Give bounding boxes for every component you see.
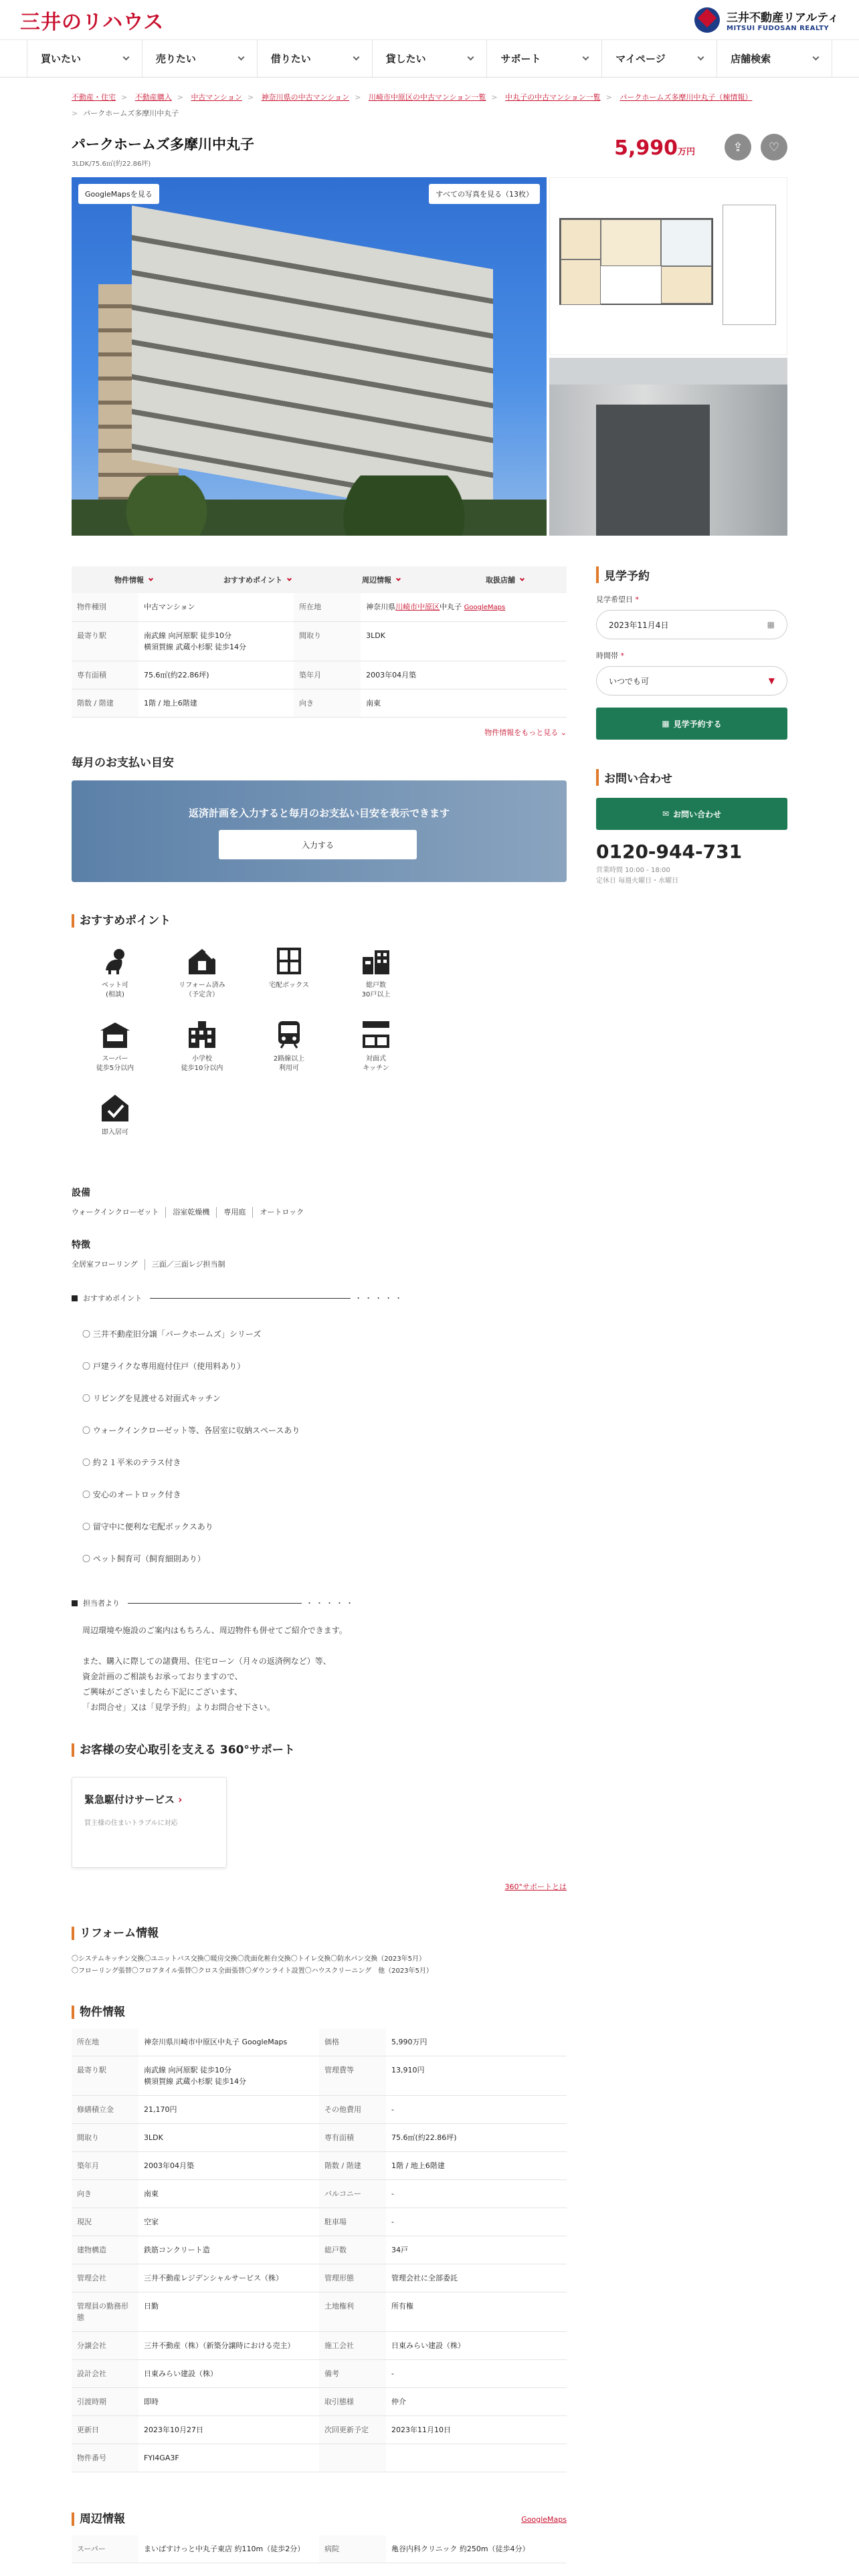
time-label: 時間帯 xyxy=(596,651,618,660)
summary-table xyxy=(72,593,567,718)
recommend-subheading: おすすめポイント ・・・・・ xyxy=(72,1293,567,1303)
label: 現況 xyxy=(72,2208,138,2236)
value: 1階 / 地上6階建 xyxy=(138,689,294,718)
breadcrumb-link[interactable]: 不動産・住宅 xyxy=(72,93,116,102)
station-value xyxy=(138,622,294,661)
list-item: 〇 安心のオートロック付き xyxy=(82,1490,181,1499)
feature-label: （予定含） xyxy=(185,991,219,998)
value: 2003年04月築 xyxy=(361,661,567,689)
tab-label: おすすめポイント xyxy=(223,576,283,584)
payment-input-button[interactable]: 入力する xyxy=(219,830,417,859)
label: 専有面積 xyxy=(319,2124,386,2152)
chevron-down-icon xyxy=(698,54,704,61)
label: 最寄り駅 xyxy=(72,2056,138,2096)
list-item: 〇 留守中に便利な宅配ボックスあり xyxy=(82,1522,213,1531)
phone-number[interactable]: 0120-944-731 xyxy=(596,841,743,863)
table-row xyxy=(72,2056,567,2096)
value: 亀谷内科クリニック 約250m（徒歩4分） xyxy=(386,2535,567,2563)
feature-label: 2路線以上 xyxy=(273,1055,305,1063)
breadcrumb-link[interactable]: 神奈川県の中古マンション xyxy=(261,93,350,102)
value: 34戸 xyxy=(386,2236,567,2264)
chevron-down-icon xyxy=(468,54,474,61)
book-visit-button[interactable] xyxy=(596,708,787,740)
share-button[interactable] xyxy=(725,134,751,160)
photo-gallery xyxy=(72,177,787,536)
feature-label: ペット可 xyxy=(102,982,128,989)
label: 備考 xyxy=(319,2360,386,2388)
chevron-down-icon xyxy=(813,54,820,61)
required-mark: * xyxy=(635,595,639,604)
feature-item xyxy=(332,1018,419,1092)
label: 土地権利 xyxy=(319,2292,386,2332)
value: 日東みらい建設（株） xyxy=(386,2332,567,2360)
calendar-icon: ▦ xyxy=(767,620,775,629)
feature-label: (相談) xyxy=(106,991,124,998)
label: 間取り xyxy=(294,622,361,661)
list-item: 〇 戸建ライクな専用庭付住戸（使用料あり） xyxy=(82,1362,246,1371)
tab-label: 周辺情報 xyxy=(362,576,391,584)
value: 75.6㎡(約22.86坪) xyxy=(386,2124,567,2152)
room xyxy=(561,219,601,259)
button-label: 見学予約する xyxy=(673,719,722,729)
feature-item xyxy=(332,945,419,1018)
value: 中古マンション xyxy=(138,593,294,622)
price-value: 5,990 xyxy=(614,136,678,160)
feature-item xyxy=(72,1018,159,1092)
chevron-down-icon xyxy=(520,576,524,581)
square-bullet-icon xyxy=(72,1295,78,1301)
booking-heading: 見学予約 xyxy=(596,566,787,583)
shrubs xyxy=(72,475,547,536)
floorplan-drawing xyxy=(559,218,713,305)
address-pref: 神奈川県 xyxy=(366,603,396,611)
value: 南東 xyxy=(138,2180,319,2208)
feature-label: 総戸数 xyxy=(366,982,386,989)
label: 修繕積立金 xyxy=(72,2096,138,2124)
move-in-icon xyxy=(99,1092,131,1124)
global-nav xyxy=(0,40,859,78)
equipment-list xyxy=(72,1207,567,1218)
value: 75.6㎡(約22.86坪) xyxy=(138,661,294,689)
table-row xyxy=(72,2360,567,2388)
favorite-button[interactable] xyxy=(761,134,787,160)
label: 専有面積 xyxy=(72,661,138,689)
mitsui-mark-icon xyxy=(694,7,720,33)
label: 物件種別 xyxy=(72,593,138,622)
table-row xyxy=(72,2388,567,2416)
nav-label: マイページ xyxy=(615,53,666,65)
reform-heading: リフォーム情報 xyxy=(72,1927,567,1940)
equipment-item: 浴室乾燥機 xyxy=(166,1207,217,1218)
table-row xyxy=(72,2028,567,2056)
value: - xyxy=(386,2208,567,2236)
kitchen-icon xyxy=(360,1018,392,1051)
value: まいばすけっと中丸子東店 約110m（徒歩2分） xyxy=(138,2535,319,2563)
property-price xyxy=(614,136,695,160)
building-icon xyxy=(360,945,392,977)
label: 築年月 xyxy=(72,2152,138,2180)
supermarket-icon xyxy=(99,1018,131,1051)
site-header xyxy=(0,0,859,40)
support-heading: お客様の安心取引を支える 360°サポート xyxy=(72,1743,567,1757)
payment-heading: 毎月のお支払い目安 xyxy=(72,756,174,770)
nav-label: 買いたい xyxy=(41,53,82,65)
details-heading: 物件情報 xyxy=(72,2006,787,2019)
comment-line: 「お問合せ」又は「見学予約」よりお問合せ下さい。 xyxy=(82,1703,276,1712)
comment-line: 周辺環境や施設のご案内はもちろん、周辺物件も併せてご紹介できます。 xyxy=(82,1626,347,1635)
comment-line: ご興味がございましたら下記にございます、 xyxy=(82,1687,243,1697)
feature-icons xyxy=(72,945,446,1166)
card-title: 緊急駆付けサービス xyxy=(84,1794,175,1806)
label: 向き xyxy=(72,2180,138,2208)
chevron-down-icon xyxy=(122,54,129,61)
button-label: お問い合わせ xyxy=(673,809,722,819)
section-tabs xyxy=(72,566,567,593)
support360-link[interactable]: 360°サポートとは xyxy=(504,1883,567,1891)
nav-lend[interactable] xyxy=(372,40,487,77)
holiday-line: 定休日 毎週火曜日・水曜日 xyxy=(596,877,679,885)
table-row xyxy=(72,689,567,718)
chevron-down-icon: ⌄ xyxy=(560,728,567,737)
nav-buy[interactable] xyxy=(27,40,142,77)
chevron-down-icon xyxy=(287,576,292,581)
table-row xyxy=(72,2264,567,2292)
label: 施工会社 xyxy=(319,2332,386,2360)
property-subtitle: 3LDK/75.6㎡(約22.86坪) xyxy=(72,160,151,168)
nav-store-search[interactable] xyxy=(717,40,832,77)
surroundings-table xyxy=(72,2535,567,2563)
value: 管理会社に全部委託 xyxy=(386,2264,567,2292)
hours-line: 営業時間 10:00 - 18:00 xyxy=(596,867,670,874)
value: 日東みらい建設（株） xyxy=(138,2360,319,2388)
terrace-drawing xyxy=(723,205,776,325)
corp-name-en: MITSUI FUDOSAN REALTY xyxy=(727,24,830,32)
table-row xyxy=(72,2292,567,2332)
corp-name: 三井不動産リアルティ xyxy=(727,11,839,25)
floorplan-photo[interactable] xyxy=(549,177,787,355)
googlemaps-button[interactable]: GoogleMapsを見る xyxy=(78,184,159,204)
reform-line: 〇フローリング張替〇フロアタイル張替〇クロス全面張替〇ダウンライト設置〇ハウスクリーニング 他（2023年5月） xyxy=(72,1967,433,1975)
label: スーパー xyxy=(72,2535,138,2563)
delivery-box-icon xyxy=(273,945,305,977)
tab-property-info[interactable] xyxy=(72,566,195,593)
nav-sell[interactable] xyxy=(142,40,257,77)
more-info-link[interactable] xyxy=(72,727,567,738)
feature-item xyxy=(246,1018,332,1092)
address-city-link[interactable]: 川崎市中原区 xyxy=(395,603,440,611)
value: 3LDK xyxy=(138,2124,319,2152)
address-town: 中丸子 xyxy=(440,603,462,611)
surroundings-heading: 周辺情報 xyxy=(72,2512,125,2526)
entrance-photo[interactable] xyxy=(549,358,787,536)
label: その他費用 xyxy=(319,2096,386,2124)
value: 仲介 xyxy=(386,2388,567,2416)
breadcrumb-link[interactable]: 川崎市中原区の中古マンション一覧 xyxy=(368,93,486,102)
nav-mypage[interactable] xyxy=(601,40,717,77)
special-list xyxy=(72,1259,567,1270)
breadcrumb-link[interactable]: 中丸子の中古マンション一覧 xyxy=(505,93,601,102)
staff-title: 担当者より xyxy=(83,1599,120,1608)
time-value: いつでも可 xyxy=(609,676,650,686)
label: 所在地 xyxy=(72,2028,138,2056)
label: 引渡時期 xyxy=(72,2388,138,2416)
room xyxy=(661,266,712,304)
payment-simulator xyxy=(72,780,567,882)
googlemaps-link[interactable]: GoogleMaps xyxy=(521,2514,567,2524)
chevron-down-icon xyxy=(149,576,153,581)
value: 21,170円 xyxy=(138,2096,319,2124)
table-row xyxy=(72,593,567,622)
value: 2023年10月27日 xyxy=(138,2416,319,2444)
chevron-down-icon xyxy=(583,54,589,61)
chevron-down-icon xyxy=(237,54,244,61)
nav-label: 借りたい xyxy=(270,53,311,65)
contact-heading: お問い合わせ xyxy=(596,769,787,786)
breadcrumb-link[interactable]: 中古マンション xyxy=(191,93,242,102)
value: 13,910円 xyxy=(386,2056,567,2096)
equipment-item: 専用庭 xyxy=(217,1207,253,1218)
sidebar xyxy=(596,566,787,1977)
table-row xyxy=(72,2208,567,2236)
list-item: 〇 ペット飼育可（飼育細則あり） xyxy=(82,1554,205,1564)
feature-label: リフォーム済み xyxy=(179,982,225,989)
feature-label: キッチン xyxy=(363,1065,389,1072)
main-photo[interactable] xyxy=(72,177,547,536)
card-desc: 買主様の住まいトラブルに対応 xyxy=(84,1820,178,1827)
label: 管理形態 xyxy=(319,2264,386,2292)
googlemaps-link[interactable]: GoogleMaps xyxy=(464,604,506,611)
calendar-icon: ▦ xyxy=(662,719,670,728)
nav-label: サポート xyxy=(500,53,541,65)
contact-button[interactable] xyxy=(596,798,787,830)
label: 分譲会社 xyxy=(72,2332,138,2360)
label: 建物構造 xyxy=(72,2236,138,2264)
feature-label: 対面式 xyxy=(366,1055,386,1063)
table-row xyxy=(72,2444,567,2472)
table-row xyxy=(72,2096,567,2124)
value xyxy=(386,2444,567,2472)
label: 管理費等 xyxy=(319,2056,386,2096)
tab-label: 物件情報 xyxy=(114,576,144,584)
reform-details xyxy=(72,1953,567,1977)
equipment-heading: 設備 xyxy=(72,1188,90,1198)
staff-comment xyxy=(72,1623,567,1715)
breadcrumb-link[interactable]: パークホームズ多摩川中丸子（棟情報） xyxy=(619,93,753,102)
date-input[interactable] xyxy=(596,610,787,639)
list-item: 〇 約２１平米のテラス付き xyxy=(82,1458,181,1467)
recommend-title: おすすめポイント xyxy=(83,1294,142,1303)
table-row xyxy=(72,2236,567,2264)
label: 間取り xyxy=(72,2124,138,2152)
value: 3LDK xyxy=(361,622,567,661)
value: 南武線 向河原駅 徒歩10分 横須賀線 武蔵小杉駅 徒歩14分 xyxy=(138,2056,319,2096)
label: 物件番号 xyxy=(72,2444,138,2472)
points-heading: おすすめポイント xyxy=(72,914,567,928)
value: 2023年11月10日 xyxy=(386,2416,567,2444)
label: 総戸数 xyxy=(319,2236,386,2264)
label: 更新日 xyxy=(72,2416,138,2444)
label xyxy=(319,2444,386,2472)
address-value xyxy=(361,593,567,622)
special-heading: 特徴 xyxy=(72,1240,90,1251)
label: 築年月 xyxy=(294,661,361,689)
list-item: 〇 三井不動産旧分譲「パークホームズ」シリーズ xyxy=(82,1329,262,1339)
date-value: 2023年11月4日 xyxy=(609,620,669,630)
label: 次回更新予定 xyxy=(319,2416,386,2444)
tab-recommend[interactable] xyxy=(195,566,319,593)
heart-icon: ♡ xyxy=(768,140,780,154)
value: 南東 xyxy=(361,689,567,718)
tab-label: 取扱店舗 xyxy=(486,576,515,584)
station-line: 南武線 向河原駅 徒歩10分 xyxy=(144,631,231,640)
feature-label: 徒歩5分以内 xyxy=(96,1065,134,1072)
feature-item xyxy=(246,945,332,1018)
station-line: 横須賀線 武蔵小杉駅 徒歩14分 xyxy=(144,643,246,651)
table-row xyxy=(72,622,567,661)
recommend-list xyxy=(72,1318,567,1575)
value: FYI4GA3F xyxy=(138,2444,319,2472)
label: 取引態様 xyxy=(319,2388,386,2416)
feature-label: スーパー xyxy=(102,1055,128,1063)
chevron-right-icon: › xyxy=(178,1794,183,1806)
nav-rent[interactable] xyxy=(257,40,372,77)
feature-item xyxy=(159,945,246,1018)
label: 階数 / 階建 xyxy=(319,2152,386,2180)
pet-icon xyxy=(99,945,131,977)
feature-item xyxy=(159,1018,246,1092)
value: - xyxy=(386,2360,567,2388)
business-hours xyxy=(596,865,787,887)
breadcrumb: 不動産・住宅 > 不動産購入 > 中古マンション > 神奈川県の中古マンション > 川崎市中原区の中古マンション一覧 > 中丸子の中古マンション一覧 > パークホームズ多摩川中丸子（棟情報） > パークホームズ多摩川中丸子 xyxy=(72,93,753,118)
table-row xyxy=(72,2332,567,2360)
label: 設計会社 xyxy=(72,2360,138,2388)
more-info-label: 物件情報をもっと見る xyxy=(484,728,559,737)
dropdown-arrow-icon: ▼ xyxy=(768,676,775,685)
nav-label: 売りたい xyxy=(155,53,196,65)
list-item: 〇 リビングを見渡せる対面式キッチン xyxy=(82,1394,221,1403)
table-row xyxy=(72,2152,567,2180)
school-icon xyxy=(186,1018,218,1051)
value: 2003年04月築 xyxy=(138,2152,319,2180)
breadcrumb-current: パークホームズ多摩川中丸子 xyxy=(83,109,179,118)
feature-item xyxy=(72,1092,159,1166)
label: 駐車場 xyxy=(319,2208,386,2236)
comment-line: また、購入に際しての諸費用、住宅ローン（月々の返済例など）等、 xyxy=(82,1656,331,1666)
value: - xyxy=(386,2096,567,2124)
room xyxy=(601,219,661,266)
nav-support[interactable] xyxy=(486,40,601,77)
tab-store[interactable] xyxy=(443,566,567,593)
value: 空家 xyxy=(138,2208,319,2236)
label: 階数 / 階建 xyxy=(72,689,138,718)
table-row xyxy=(72,2180,567,2208)
label: 向き xyxy=(294,689,361,718)
rehouse-logo[interactable]: 三井のリハウス xyxy=(20,10,165,34)
all-photos-button[interactable]: すべての写真を見る（13枚） xyxy=(429,184,540,204)
label: 管理会社 xyxy=(72,2264,138,2292)
value: 即時 xyxy=(138,2388,319,2416)
value: 1階 / 地上6階建 xyxy=(386,2152,567,2180)
table-row xyxy=(72,2124,567,2152)
nav-label: 貸したい xyxy=(385,53,426,65)
label: 最寄り駅 xyxy=(72,622,138,661)
tab-surroundings[interactable] xyxy=(319,566,443,593)
feature-label: 利用可 xyxy=(279,1065,299,1072)
special-item: 全居室フローリング xyxy=(72,1259,145,1270)
train-icon xyxy=(273,1018,305,1051)
value: 日勤 xyxy=(138,2292,319,2332)
room xyxy=(561,259,601,305)
value: 5,990万円 xyxy=(386,2028,567,2056)
feature-label: 徒歩10分以内 xyxy=(181,1065,223,1072)
feature-label: 即入居可 xyxy=(102,1129,128,1136)
comment-line: 資金計画のご相談もお承っておりますので、 xyxy=(82,1672,243,1681)
value: 鉄筋コンクリート造 xyxy=(138,2236,319,2264)
label: 病院 xyxy=(319,2535,386,2563)
nav-label: 店舗検索 xyxy=(731,53,771,65)
equipment-item: ウォークインクローゼット xyxy=(72,1207,166,1218)
equipment-item: オートロック xyxy=(260,1208,304,1216)
value: 三井不動産（株）（新築分譲時における売主） xyxy=(138,2332,319,2360)
special-item: 三面／三面レジ担当制 xyxy=(151,1260,225,1269)
time-select[interactable] xyxy=(596,666,787,695)
table-row xyxy=(72,2416,567,2444)
mail-icon: ✉ xyxy=(662,809,670,819)
required-mark: * xyxy=(620,651,624,660)
value: 三井不動産レジデンシャルサービス（株） xyxy=(138,2264,319,2292)
details-table xyxy=(72,2028,567,2472)
chevron-down-icon xyxy=(396,576,401,581)
price-unit: 万円 xyxy=(677,146,695,157)
feature-label: 30戸以上 xyxy=(361,991,391,998)
feature-item xyxy=(72,945,159,1018)
label: 価格 xyxy=(319,2028,386,2056)
chevron-down-icon xyxy=(353,54,359,61)
list-item: 〇 ウォークインクローゼット等、各居室に収納スペースあり xyxy=(82,1426,300,1435)
feature-label: 小学校 xyxy=(192,1055,212,1063)
feature-label: 宅配ボックス xyxy=(269,982,309,989)
room xyxy=(661,219,712,266)
reform-line: 〇システムキッチン交換〇ユニットバス交換〇暖房交換〇洗面化粧台交換〇トイレ交換〇防水パン交換（2023年5月） xyxy=(72,1955,426,1963)
label: バルコニー xyxy=(319,2180,386,2208)
payment-message: 返済計画を入力すると毎月のお支払い目安を表示できます xyxy=(188,807,450,819)
square-bullet-icon xyxy=(72,1600,78,1606)
mitsui-fudosan-logo[interactable] xyxy=(694,7,839,33)
label: 所在地 xyxy=(294,593,361,622)
table-row xyxy=(72,661,567,689)
share-icon: ⇪ xyxy=(733,140,743,154)
date-label: 見学希望日 xyxy=(596,595,633,604)
reform-icon xyxy=(186,945,218,977)
staff-subheading: 担当者より ・・・・・ xyxy=(72,1598,567,1608)
breadcrumb-link[interactable]: 不動産購入 xyxy=(134,93,172,102)
value: - xyxy=(386,2180,567,2208)
label: 管理員の勤務形態 xyxy=(72,2292,138,2332)
page-title: パークホームズ多摩川中丸子 xyxy=(72,136,254,152)
emergency-service-card[interactable] xyxy=(72,1777,227,1868)
value: 神奈川県川崎市中原区中丸子 GoogleMaps xyxy=(138,2028,319,2056)
value: 所有権 xyxy=(386,2292,567,2332)
table-row xyxy=(72,2535,567,2563)
